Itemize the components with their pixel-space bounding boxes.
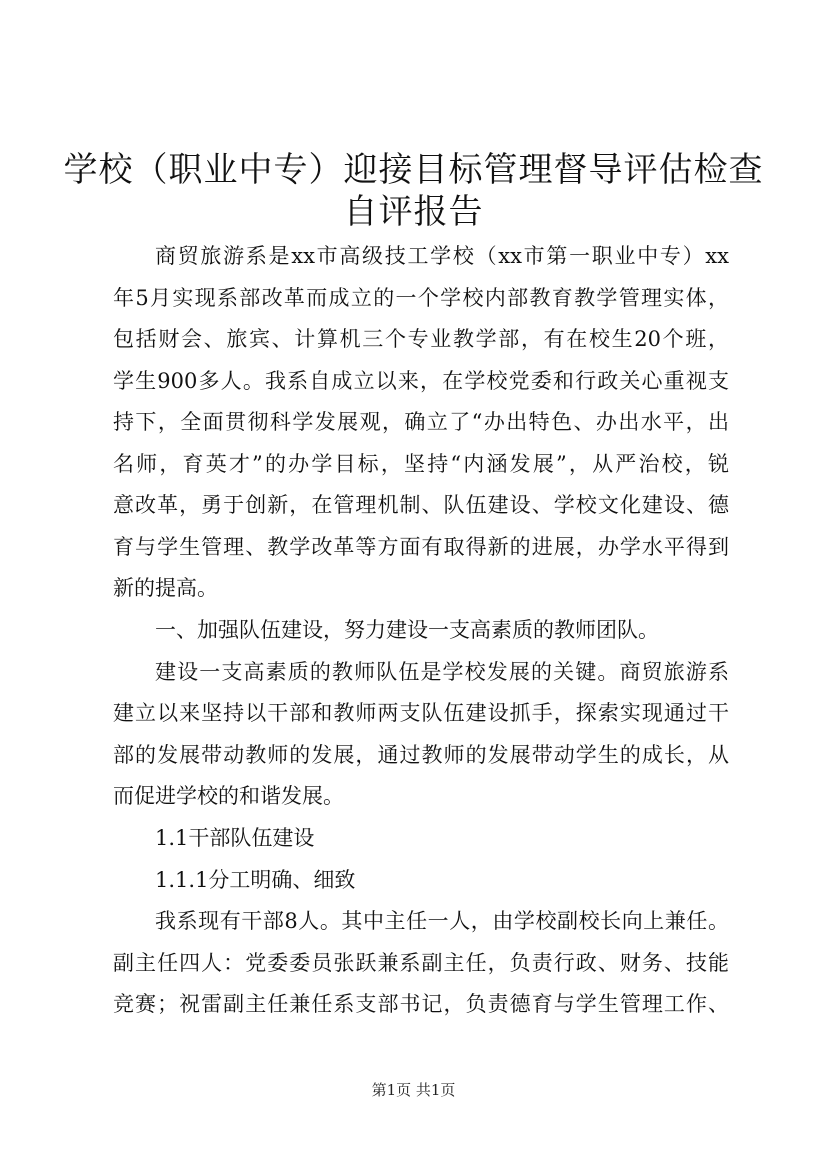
section-heading: 一、加强队伍建设，努力建设一支高素质的教师团队。 (155, 618, 659, 642)
paragraph-line: 名师，育英才”的办学目标，坚持“内涵发展”，从严治校，锐 (113, 452, 729, 476)
paragraph-line: 新的提高。 (113, 576, 218, 600)
paragraph-line: 部的发展带动教师的发展，通过教师的发展带动学生的成长，从 (113, 743, 729, 767)
paragraph-line: 我系现有干部8人。其中主任一人，由学校副校长向上兼任。 (155, 909, 729, 933)
document-title-line-2: 自评报告 (343, 192, 484, 232)
subsection-heading: 1.1.1分工明确、细致 (155, 868, 356, 892)
paragraph-line: 建设一支高素质的教师队伍是学校发展的关键。商贸旅游系 (155, 660, 729, 684)
paragraph-line: 副主任四人：党委委员张跃兼系副主任，负责行政、财务、技能 (113, 951, 729, 975)
document-title-line-1: 学校（职业中专）迎接目标管理督导评估检查 (63, 150, 764, 190)
paragraph-line: 持下，全面贯彻科学发展观，确立了“办出特色、办出水平，出 (113, 410, 729, 434)
paragraph-line: 而促进学校的和谐发展。 (113, 784, 344, 808)
paragraph-line: 商贸旅游系是xx市高级技工学校（xx市第一职业中专）xx (155, 244, 729, 268)
paragraph-line: 包括财会、旅宾、计算机三个专业教学部，有在校生20个班， (113, 327, 729, 351)
paragraph-line: 年5月实现系部改革而成立的一个学校内部教育教学管理实体， (113, 286, 729, 310)
paragraph-line: 学生900多人。我系自成立以来，在学校党委和行政关心重视支 (113, 369, 729, 393)
subsection-heading: 1.1干部队伍建设 (155, 826, 315, 850)
paragraph-line: 意改革，勇于创新，在管理机制、队伍建设、学校文化建设、德 (113, 493, 729, 517)
paragraph-line: 竞赛；祝雷副主任兼任系支部书记，负责德育与学生管理工作、 (113, 992, 729, 1016)
paragraph-line: 育与学生管理、教学改革等方面有取得新的进展，办学水平得到 (113, 535, 729, 559)
page-footer: 第1页 共1页 (371, 1081, 456, 1099)
paragraph-line: 建立以来坚持以干部和教师两支队伍建设抓手，探索实现通过干 (113, 701, 729, 725)
